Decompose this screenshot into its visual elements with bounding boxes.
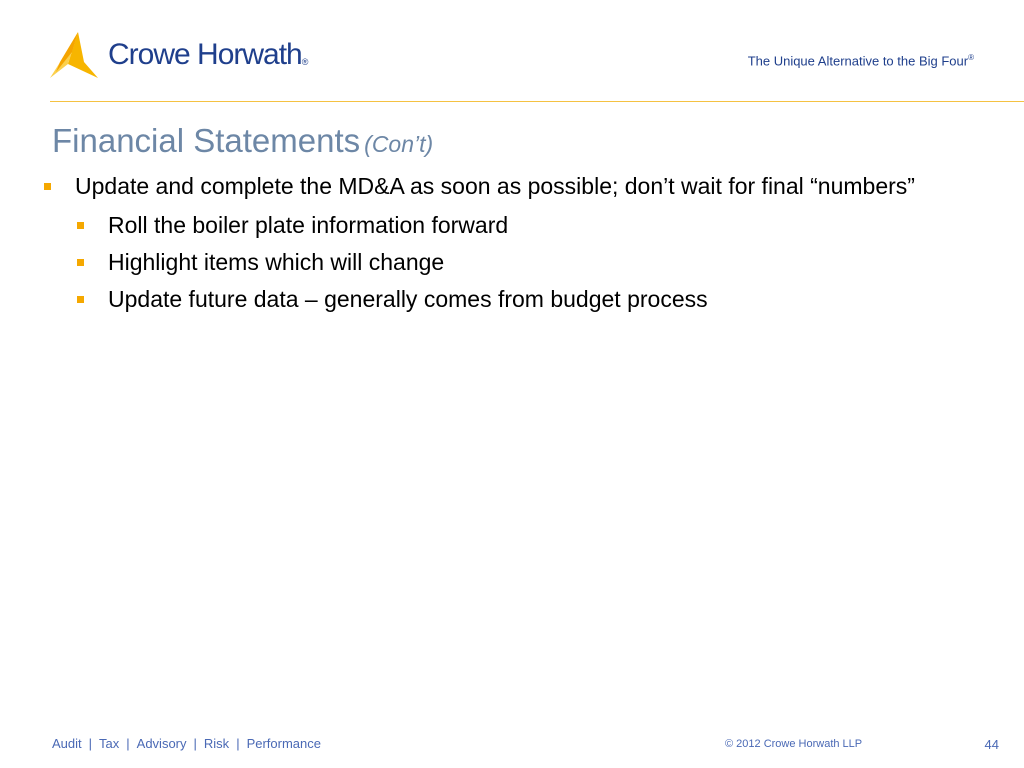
footer-nav-advisory: Advisory (136, 736, 187, 751)
sub-bullet-item: Roll the boiler plate information forward (44, 211, 944, 240)
square-bullet-icon (77, 296, 84, 303)
logo-mark-icon (48, 32, 100, 80)
slide-title: Financial Statements (Con’t) (52, 122, 434, 159)
footer-nav-tax: Tax (99, 736, 120, 751)
copyright: © 2012 Crowe Horwath LLP (725, 738, 863, 750)
slide-title-sub: (Con’t) (364, 131, 434, 157)
square-bullet-icon (77, 259, 84, 266)
sub-bullet-item: Update future data – generally comes from budget process (44, 285, 944, 314)
square-bullet-icon (44, 183, 51, 190)
slide-body (44, 172, 944, 314)
logo-wordmark: Crowe Horwath® (108, 38, 309, 71)
footer-nav: Audit | Tax | Advisory | Risk | Performance (52, 736, 321, 751)
header-divider (50, 101, 1024, 102)
bullet-item: Update and complete the MD&A as soon as possible; don’t wait for final “numbers” (44, 172, 944, 201)
tagline: The Unique Alternative to the Big Four® (747, 53, 974, 69)
footer-nav-performance: Performance (246, 736, 321, 751)
crowe-horwath-logo (48, 32, 318, 82)
page-number: 44 (984, 737, 999, 752)
footer-nav-audit: Audit (52, 736, 82, 751)
sub-bullet-item: Highlight items which will change (44, 248, 944, 277)
footer-nav-risk: Risk (203, 736, 230, 751)
square-bullet-icon (77, 222, 84, 229)
